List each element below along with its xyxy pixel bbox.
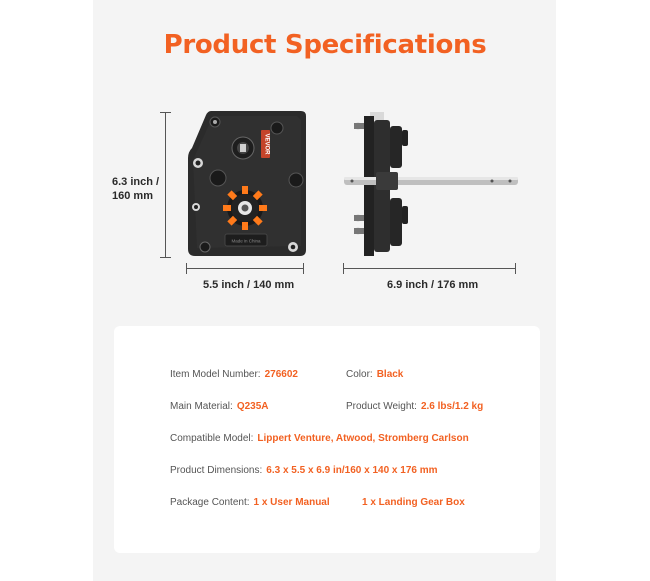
spec-product-dimensions <box>170 465 438 476</box>
spec-product-dimensions-value: 6.3 x 5.5 x 6.9 in/160 x 140 x 176 mm <box>266 465 438 476</box>
gearbox-front-view-image <box>183 108 308 260</box>
spec-product-weight <box>346 401 483 412</box>
spec-main-material <box>170 401 269 412</box>
spec-model-number-label: Item Model Number: <box>170 369 261 380</box>
spec-product-dimensions-label: Product Dimensions: <box>170 465 263 476</box>
spec-compatible-model <box>170 433 469 444</box>
spec-package-content-item2 <box>362 497 465 508</box>
spec-package-content-value-manual: 1 x User Manual <box>253 497 330 508</box>
made-in-text: Made in China <box>231 238 261 244</box>
width-dimension-cap-left <box>186 263 187 274</box>
spec-product-weight-value: 2.6 lbs/1.2 kg <box>420 401 484 412</box>
spec-color <box>346 369 403 380</box>
height-dimension-line2: 160 mm <box>112 190 153 202</box>
spec-compatible-model-label: Compatible Model: <box>170 433 254 444</box>
width-dimension-line <box>186 268 304 269</box>
spec-package-content-value-gearbox: 1 x Landing Gear Box <box>362 497 465 508</box>
spec-model-number <box>170 369 298 380</box>
gearbox-side-view-image <box>340 106 520 256</box>
height-dimension-cap-bottom <box>160 257 171 258</box>
width-dimension-label: 5.5 inch / 140 mm <box>203 279 295 291</box>
depth-dimension-label: 6.9 inch / 176 mm <box>387 279 479 291</box>
height-dimension-line <box>165 112 166 258</box>
spec-model-number-value: 276602 <box>264 369 298 380</box>
width-dimension-cap-right <box>303 263 304 274</box>
spec-package-content-label: Package Content: <box>170 497 250 508</box>
spec-main-material-value: Q235A <box>236 401 269 412</box>
height-dimension-cap-top <box>160 112 171 113</box>
spec-color-label: Color: <box>346 369 373 380</box>
height-dimension-label <box>112 176 159 202</box>
depth-dimension-cap-left <box>343 263 344 274</box>
depth-dimension-line <box>343 268 516 269</box>
brand-tag-text: VEVOR <box>263 133 270 155</box>
spec-compatible-model-value: Lippert Venture, Atwood, Stromberg Carlson <box>257 433 469 444</box>
spec-color-value: Black <box>376 369 404 380</box>
spec-package-content <box>170 497 330 508</box>
page-title: Product Specifications <box>163 30 487 60</box>
height-dimension-line1: 6.3 inch / <box>112 176 160 188</box>
depth-dimension-cap-right <box>515 263 516 274</box>
spec-main-material-label: Main Material: <box>170 401 233 412</box>
spec-product-weight-label: Product Weight: <box>346 401 417 412</box>
